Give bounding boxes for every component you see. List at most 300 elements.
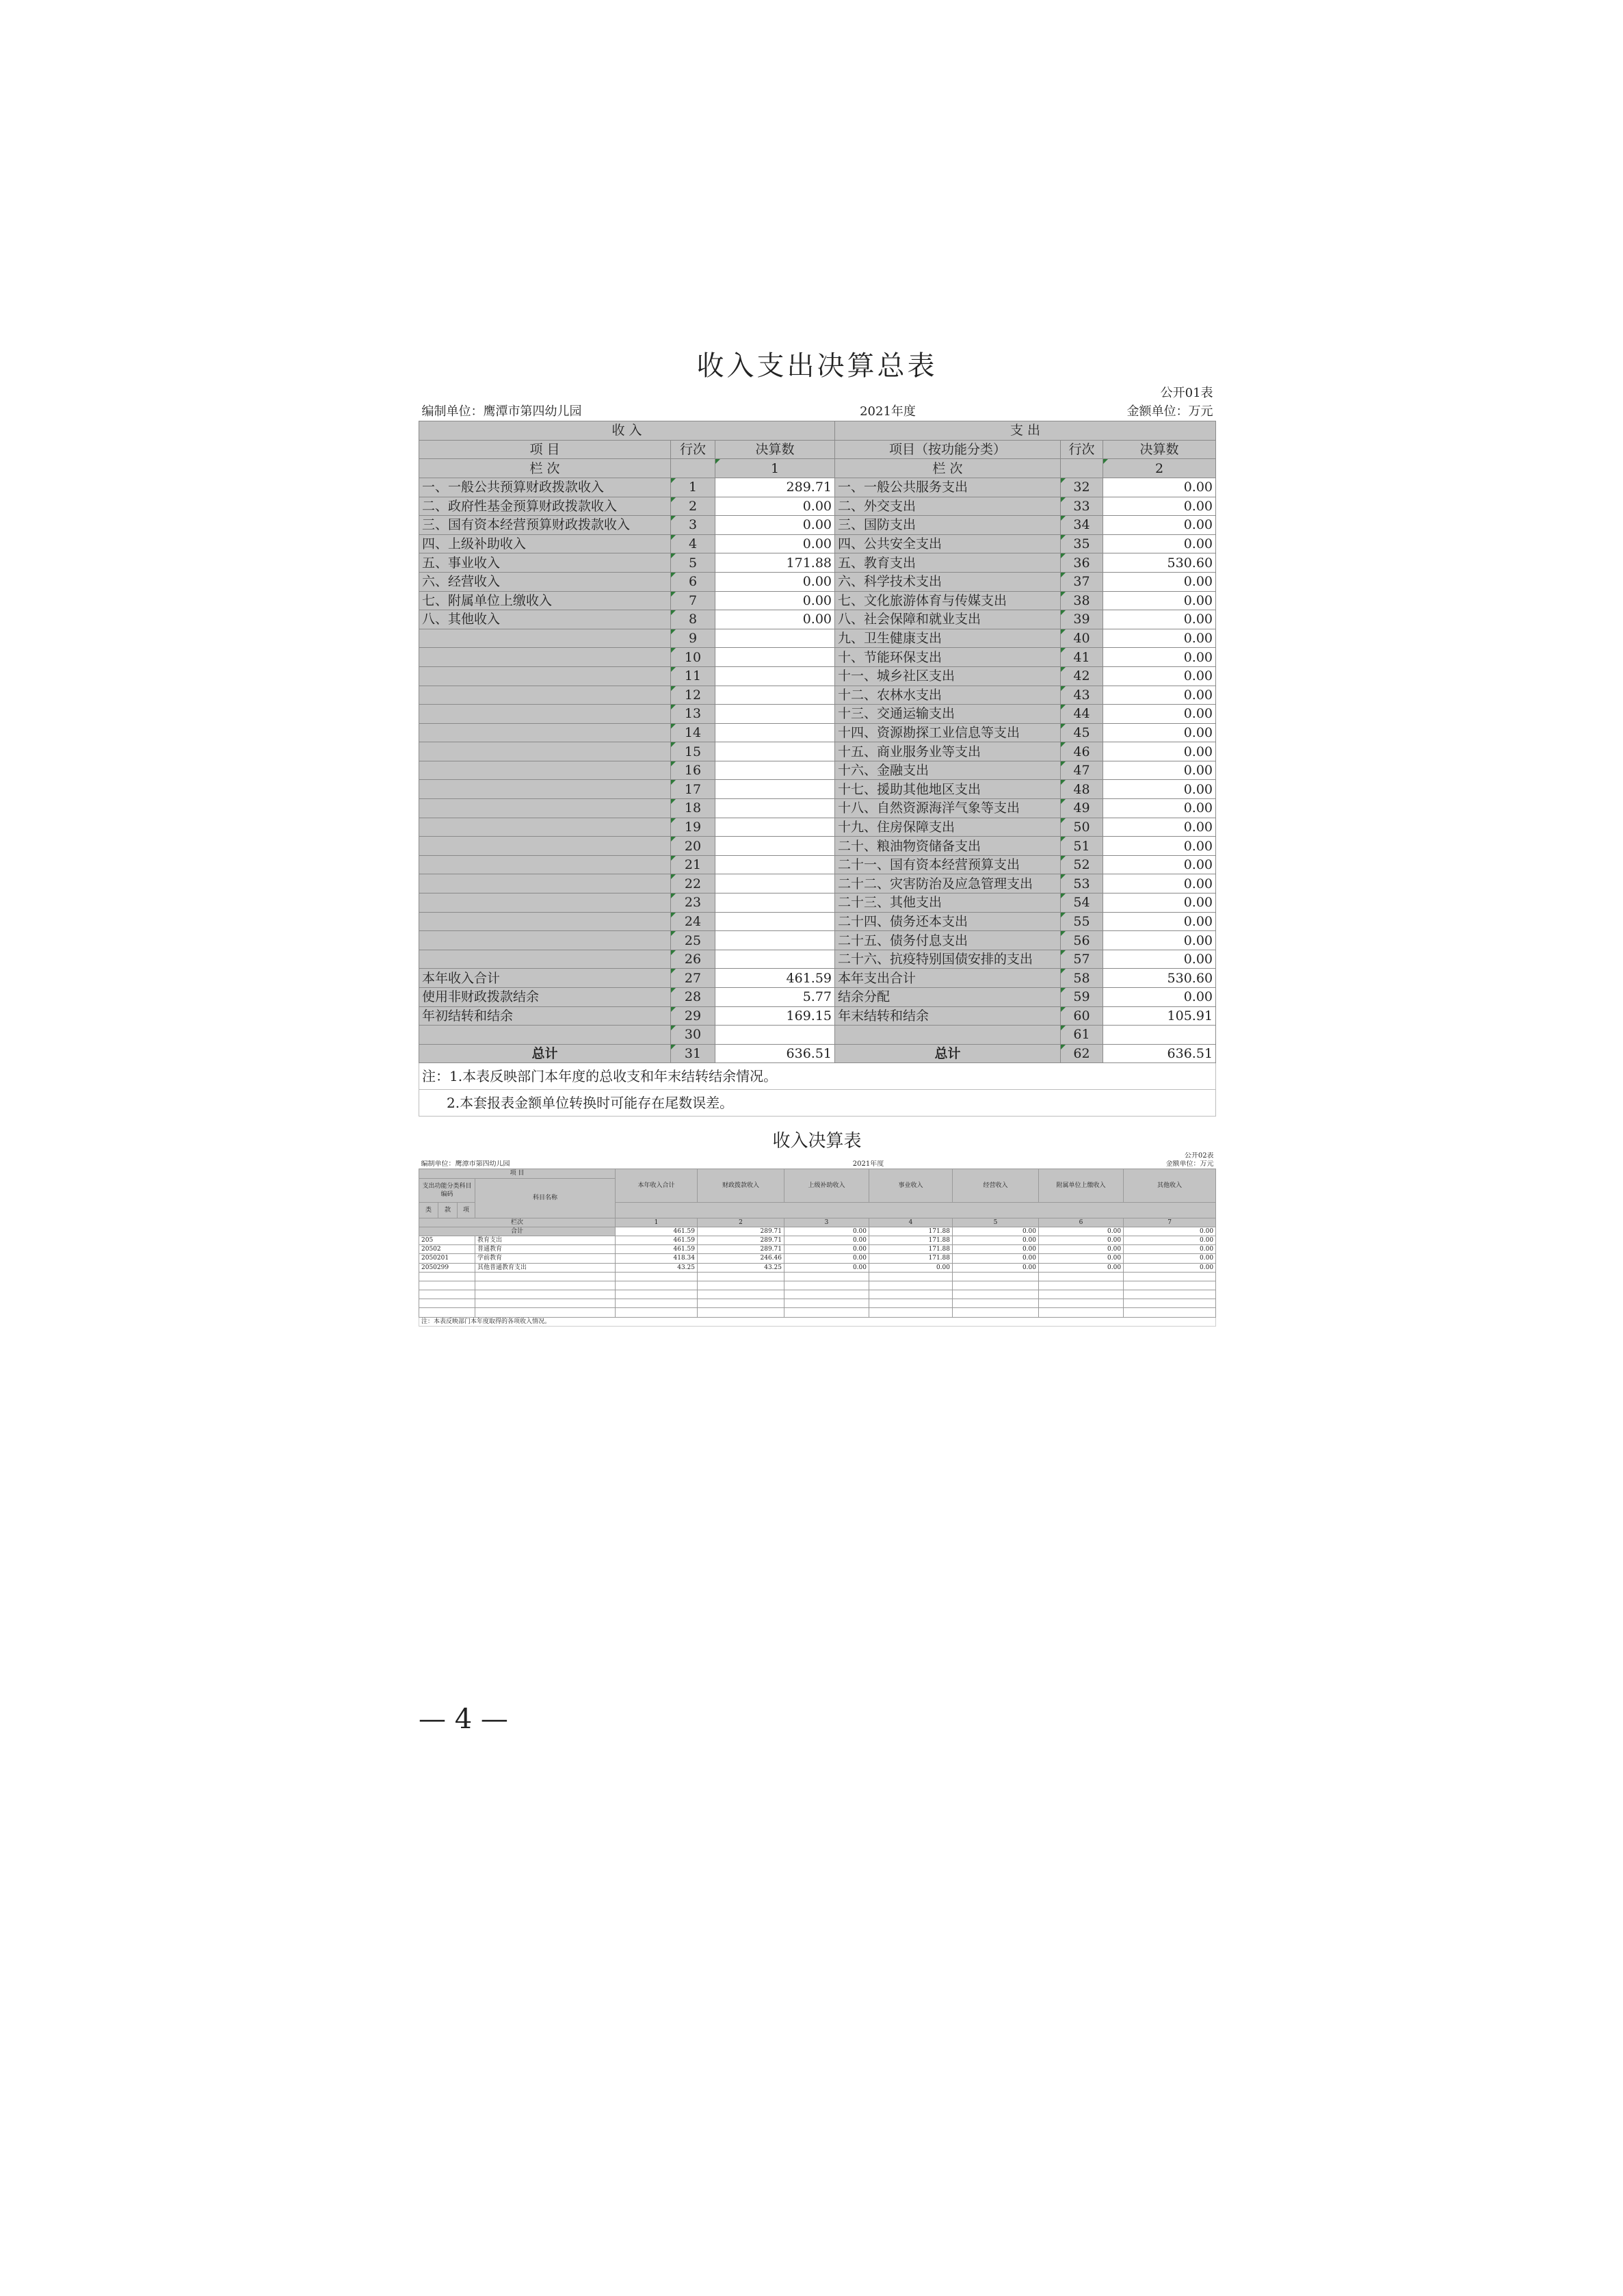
- empty-cell: [869, 1308, 953, 1317]
- expense-row-number: 59: [1061, 988, 1103, 1007]
- column-header-amount: 决算数: [715, 440, 835, 459]
- summary-table-row: [419, 666, 1216, 686]
- income-row-number: 24: [671, 912, 715, 931]
- expense-item: 十一、城乡社区支出: [835, 666, 1061, 686]
- summary-table-row: [419, 950, 1216, 969]
- income-amount: [715, 648, 835, 667]
- expense-row-number: 41: [1061, 648, 1103, 667]
- income-total-value: 0.00: [1039, 1227, 1124, 1236]
- income-value: 0.00: [953, 1245, 1039, 1254]
- summary-table-row: [419, 874, 1216, 893]
- summary-total-row: [419, 1006, 1216, 1026]
- expense-section-header: 支 出: [835, 421, 1216, 441]
- expense-row-number: 42: [1061, 666, 1103, 686]
- expense-row-number: 62: [1061, 1044, 1103, 1063]
- empty-cell: [953, 1308, 1039, 1317]
- income-item: 四、上级补助收入: [419, 534, 671, 553]
- expense-row-number: 39: [1061, 610, 1103, 629]
- expense-amount: 0.00: [1103, 666, 1216, 686]
- income-item: [419, 686, 671, 705]
- income-amount: [715, 761, 835, 780]
- expense-item: 十八、自然资源海洋气象等支出: [835, 799, 1061, 818]
- summary-table-row: [419, 855, 1216, 874]
- empty-cell: [1039, 1299, 1124, 1308]
- income-row-number: 1: [671, 478, 715, 497]
- summary-table-row: [419, 553, 1216, 573]
- income-value: 0.00: [953, 1254, 1039, 1263]
- income-item: 总计: [419, 1044, 671, 1063]
- income-expense-summary-table: [419, 384, 1216, 1117]
- income-item: 本年收入合计: [419, 969, 671, 988]
- income-subject-code: 205: [419, 1236, 475, 1244]
- income-row-number: 31: [671, 1044, 715, 1063]
- empty-cell: [1039, 1281, 1124, 1290]
- income-empty-row: [419, 1299, 1216, 1308]
- expense-row-number: 49: [1061, 799, 1103, 818]
- income-item: [419, 705, 671, 724]
- income-amount: 461.59: [715, 969, 835, 988]
- income-item: 一、一般公共预算财政拨款收入: [419, 478, 671, 497]
- income-item: [419, 648, 671, 667]
- income-row-number: 19: [671, 818, 715, 837]
- income-amount: [715, 686, 835, 705]
- income-value: 171.88: [869, 1245, 953, 1254]
- income-amount: 0.00: [715, 516, 835, 535]
- expense-row-number: 43: [1061, 686, 1103, 705]
- empty-cell: [475, 1272, 616, 1281]
- summary-table-row: [419, 761, 1216, 780]
- empty-cell: [953, 1290, 1039, 1299]
- empty-cell: [698, 1299, 784, 1308]
- column-header-row: 行次: [1061, 440, 1103, 459]
- empty-cell: [953, 1299, 1039, 1308]
- income-total-value: 461.59: [616, 1227, 698, 1236]
- income-header-col2: 财政拨款收入: [698, 1169, 784, 1202]
- expense-item: 二十五、债务付息支出: [835, 931, 1061, 950]
- income-column-index-label: 栏次: [419, 1218, 616, 1227]
- expense-item: 本年支出合计: [835, 969, 1061, 988]
- income-row-number: 22: [671, 874, 715, 893]
- income-form-number: 公开02表: [1184, 1152, 1214, 1160]
- empty-cell: [1124, 1281, 1216, 1290]
- income-row-number: 20: [671, 837, 715, 856]
- income-row-number: 18: [671, 799, 715, 818]
- income-header-item: 项 目: [419, 1169, 616, 1178]
- income-value: 0.00: [1039, 1236, 1124, 1244]
- expense-amount: 0.00: [1103, 780, 1216, 799]
- income-item: 八、其他收入: [419, 610, 671, 629]
- expense-row-number: 55: [1061, 912, 1103, 931]
- income-row-number: 13: [671, 705, 715, 724]
- income-item: [419, 837, 671, 856]
- summary-table-row: [419, 572, 1216, 591]
- income-row-number: 14: [671, 723, 715, 742]
- income-value: 289.71: [698, 1245, 784, 1254]
- income-amount: [715, 893, 835, 913]
- income-row-number: 9: [671, 629, 715, 648]
- empty-cell: [616, 1272, 698, 1281]
- expense-row-number: 45: [1061, 723, 1103, 742]
- income-header-col7: 其他收入: [1124, 1169, 1216, 1202]
- expense-item: 八、社会保障和就业支出: [835, 610, 1061, 629]
- expense-row-number: 54: [1061, 893, 1103, 913]
- income-row-number: 3: [671, 516, 715, 535]
- income-header-col5: 经营收入: [953, 1169, 1039, 1202]
- empty-cell: [784, 1308, 869, 1317]
- expense-amount: 530.60: [1103, 969, 1216, 988]
- expense-amount: 0.00: [1103, 950, 1216, 969]
- empty-cell: [953, 1281, 1039, 1290]
- table-note-1: 注：1.本表反映部门本年度的总收支和年末结转结余情况。: [419, 1063, 1216, 1090]
- expense-amount: 0.00: [1103, 591, 1216, 610]
- income-item: [419, 874, 671, 893]
- income-row-number: 25: [671, 931, 715, 950]
- summary-table-row: [419, 629, 1216, 648]
- expense-item: 十九、住房保障支出: [835, 818, 1061, 837]
- income-item: [419, 1026, 671, 1045]
- income-amount: 0.00: [715, 591, 835, 610]
- expense-item: 二十二、灾害防治及应急管理支出: [835, 874, 1061, 893]
- income-column-index: 4: [869, 1218, 953, 1227]
- income-row-number: 10: [671, 648, 715, 667]
- income-amount: [715, 912, 835, 931]
- income-row-number: 5: [671, 553, 715, 573]
- expense-item: 四、公共安全支出: [835, 534, 1061, 553]
- expense-amount: 0.00: [1103, 874, 1216, 893]
- income-column-index: 6: [1039, 1218, 1124, 1227]
- income-value: 418.34: [616, 1254, 698, 1263]
- summary-total-row: [419, 1026, 1216, 1045]
- expense-amount: 0.00: [1103, 516, 1216, 535]
- income-final-accounts-table: [419, 1152, 1216, 1327]
- income-amount: [715, 723, 835, 742]
- expense-amount: [1103, 1026, 1216, 1045]
- expense-row-number: 32: [1061, 478, 1103, 497]
- expense-amount: 530.60: [1103, 553, 1216, 573]
- income-table-row: [419, 1263, 1216, 1272]
- expense-item: 结余分配: [835, 988, 1061, 1007]
- income-item: 年初结转和结余: [419, 1006, 671, 1026]
- expense-item: 二十六、抗疫特别国债安排的支出: [835, 950, 1061, 969]
- summary-table-row: [419, 705, 1216, 724]
- expense-amount: 0.00: [1103, 648, 1216, 667]
- income-value: 0.00: [1039, 1254, 1124, 1263]
- income-row-number: 21: [671, 855, 715, 874]
- income-amount: [715, 874, 835, 893]
- expense-item: 二十三、其他支出: [835, 893, 1061, 913]
- income-empty-row: [419, 1272, 1216, 1281]
- income-value: 289.71: [698, 1236, 784, 1244]
- expense-item: 十七、援助其他地区支出: [835, 780, 1061, 799]
- empty-cell: [419, 1272, 475, 1281]
- income-amount: 0.00: [715, 610, 835, 629]
- expense-row-number: 53: [1061, 874, 1103, 893]
- expense-row-number: 34: [1061, 516, 1103, 535]
- income-item: [419, 950, 671, 969]
- income-row-number: 29: [671, 1006, 715, 1026]
- income-column-index: 3: [784, 1218, 869, 1227]
- expense-amount: 0.00: [1103, 893, 1216, 913]
- income-header-col4: 事业收入: [869, 1169, 953, 1202]
- expense-row-number: 50: [1061, 818, 1103, 837]
- income-subject-name: 学前教育: [475, 1254, 616, 1263]
- column-header-amount: 决算数: [1103, 440, 1216, 459]
- empty-cell: [869, 1299, 953, 1308]
- empty-cell: [1124, 1272, 1216, 1281]
- income-value: 0.00: [1039, 1245, 1124, 1254]
- expense-amount: 105.91: [1103, 1006, 1216, 1026]
- grand-total-row: [419, 1044, 1216, 1063]
- empty-cell: [1039, 1308, 1124, 1317]
- empty-cell: [1124, 1308, 1216, 1317]
- expense-row-number: 52: [1061, 855, 1103, 874]
- expense-row-number: 58: [1061, 969, 1103, 988]
- expense-item: 七、文化旅游体育与传媒支出: [835, 591, 1061, 610]
- income-item: [419, 629, 671, 648]
- expense-amount: 0.00: [1103, 686, 1216, 705]
- income-value: 0.00: [1124, 1236, 1216, 1244]
- empty-cell: [616, 1281, 698, 1290]
- income-row-number: 12: [671, 686, 715, 705]
- income-item: 六、经营收入: [419, 572, 671, 591]
- income-value: 171.88: [869, 1254, 953, 1263]
- income-empty-row: [419, 1308, 1216, 1317]
- expense-row-number: 48: [1061, 780, 1103, 799]
- page-number: — 4 —: [419, 1704, 508, 1735]
- expense-amount: 636.51: [1103, 1044, 1216, 1063]
- income-amount-unit: 金额单位：万元: [1165, 1160, 1214, 1169]
- summary-table-row: [419, 610, 1216, 629]
- income-row-number: 16: [671, 761, 715, 780]
- summary-table-row: [419, 780, 1216, 799]
- expense-item: 二十四、债务还本支出: [835, 912, 1061, 931]
- income-item: [419, 912, 671, 931]
- empty-cell: [869, 1281, 953, 1290]
- income-amount: 0.00: [715, 497, 835, 516]
- empty-cell: [475, 1299, 616, 1308]
- empty-cell: [698, 1281, 784, 1290]
- expense-amount: 0.00: [1103, 837, 1216, 856]
- expense-row-number: 51: [1061, 837, 1103, 856]
- income-value: 43.25: [698, 1263, 784, 1272]
- income-item: [419, 818, 671, 837]
- income-row-number: 17: [671, 780, 715, 799]
- income-header-col1: 本年收入合计: [616, 1169, 698, 1202]
- income-item: 使用非财政拨款结余: [419, 988, 671, 1007]
- expense-item: 五、教育支出: [835, 553, 1061, 573]
- summary-table-row: [419, 912, 1216, 931]
- income-value: 246.46: [698, 1254, 784, 1263]
- expense-amount: 0.00: [1103, 610, 1216, 629]
- income-row-number: 23: [671, 893, 715, 913]
- income-row-number: 30: [671, 1026, 715, 1045]
- income-table-note: 注：本表反映部门本年度取得的各项收入情况。: [419, 1317, 1216, 1326]
- income-amount: [715, 855, 835, 874]
- summary-table-row: [419, 799, 1216, 818]
- income-row-number: 2: [671, 497, 715, 516]
- income-subject-code: 2050299: [419, 1263, 475, 1272]
- empty-cell: [475, 1308, 616, 1317]
- income-value: 0.00: [1124, 1263, 1216, 1272]
- expense-row-number: 47: [1061, 761, 1103, 780]
- expense-amount: 0.00: [1103, 799, 1216, 818]
- expense-row-number: 38: [1061, 591, 1103, 610]
- income-item: [419, 723, 671, 742]
- income-subject-code: 2050201: [419, 1254, 475, 1263]
- income-value: 0.00: [1124, 1254, 1216, 1263]
- income-amount: [715, 799, 835, 818]
- income-column-index: 1: [616, 1218, 698, 1227]
- income-value: 461.59: [616, 1236, 698, 1244]
- empty-cell: [869, 1272, 953, 1281]
- empty-cell: [784, 1272, 869, 1281]
- income-column-index: 7: [1124, 1218, 1216, 1227]
- income-table-row: [419, 1245, 1216, 1254]
- expense-item: 二、外交支出: [835, 497, 1061, 516]
- income-subject-name: 教育支出: [475, 1236, 616, 1244]
- expense-item: [835, 1026, 1061, 1045]
- summary-table-row: [419, 497, 1216, 516]
- expense-row-number: 36: [1061, 553, 1103, 573]
- income-header-kuan: 款: [438, 1202, 458, 1218]
- income-amount: 289.71: [715, 478, 835, 497]
- expense-amount: 0.00: [1103, 723, 1216, 742]
- income-header-name: 科目名称: [475, 1178, 616, 1218]
- income-total-value: 171.88: [869, 1227, 953, 1236]
- empty-cell: [1039, 1290, 1124, 1299]
- expense-item: 总计: [835, 1044, 1061, 1063]
- income-amount: [715, 780, 835, 799]
- column-header-expense-item: 项目（按功能分类）: [835, 440, 1061, 459]
- expense-amount: 0.00: [1103, 742, 1216, 761]
- summary-table-row: [419, 837, 1216, 856]
- expense-item: 十五、商业服务业等支出: [835, 742, 1061, 761]
- expense-amount: 0.00: [1103, 572, 1216, 591]
- income-column-index: 5: [953, 1218, 1039, 1227]
- income-amount: 169.15: [715, 1006, 835, 1026]
- income-table-row: [419, 1254, 1216, 1263]
- income-amount: [715, 950, 835, 969]
- expense-amount: 0.00: [1103, 478, 1216, 497]
- income-row-number: 6: [671, 572, 715, 591]
- empty-cell: [475, 1290, 616, 1299]
- expense-amount: 0.00: [1103, 931, 1216, 950]
- expense-amount: 0.00: [1103, 761, 1216, 780]
- empty-cell: [784, 1290, 869, 1299]
- income-amount: [715, 629, 835, 648]
- expense-row-number: 60: [1061, 1006, 1103, 1026]
- income-table-row: [419, 1236, 1216, 1244]
- summary-table-row: [419, 686, 1216, 705]
- empty-cell: [953, 1272, 1039, 1281]
- empty-cell: [419, 1281, 475, 1290]
- main-table-title: 收入支出决算总表: [696, 350, 938, 382]
- empty-cell: [698, 1272, 784, 1281]
- income-item: [419, 893, 671, 913]
- empty-cell: [1124, 1290, 1216, 1299]
- income-empty-row: [419, 1281, 1216, 1290]
- income-amount: [715, 931, 835, 950]
- summary-table-row: [419, 534, 1216, 553]
- income-subject-code: 20502: [419, 1245, 475, 1254]
- income-total-label: 合计: [419, 1227, 616, 1236]
- income-total-value: 289.71: [698, 1227, 784, 1236]
- income-empty-row: [419, 1290, 1216, 1299]
- income-amount: [715, 705, 835, 724]
- expense-amount: 0.00: [1103, 988, 1216, 1007]
- form-number: 公开01表: [1160, 386, 1213, 401]
- expense-item: 一、一般公共服务支出: [835, 478, 1061, 497]
- empty-cell: [698, 1290, 784, 1299]
- income-value: 0.00: [784, 1254, 869, 1263]
- income-item: 二、政府性基金预算财政拨款收入: [419, 497, 671, 516]
- column-index-2: 2: [1103, 459, 1216, 478]
- income-amount: [715, 742, 835, 761]
- expense-row-number: 61: [1061, 1026, 1103, 1045]
- expense-item: 二十一、国有资本经营预算支出: [835, 855, 1061, 874]
- income-amount: 5.77: [715, 988, 835, 1007]
- income-compiling-unit: 编制单位：鹰潭市第四幼儿园: [421, 1160, 510, 1169]
- income-total-value: 0.00: [953, 1227, 1039, 1236]
- expense-item: 六、科学技术支出: [835, 572, 1061, 591]
- fiscal-year: 2021年度: [860, 404, 916, 419]
- empty-cell: [784, 1281, 869, 1290]
- income-row-number: 4: [671, 534, 715, 553]
- income-amount: 171.88: [715, 553, 835, 573]
- summary-table-row: [419, 931, 1216, 950]
- income-item: 七、附属单位上缴收入: [419, 591, 671, 610]
- column-header-row: 行次: [671, 440, 715, 459]
- expense-amount: 0.00: [1103, 912, 1216, 931]
- summary-table-row: [419, 516, 1216, 535]
- income-row-number: 8: [671, 610, 715, 629]
- income-item: 三、国有资本经营预算财政拨款收入: [419, 516, 671, 535]
- income-item: [419, 931, 671, 950]
- income-value: 0.00: [869, 1263, 953, 1272]
- income-item: [419, 666, 671, 686]
- expense-item: 二十、粮油物资储备支出: [835, 837, 1061, 856]
- income-total-value: 0.00: [1124, 1227, 1216, 1236]
- income-amount: [715, 1026, 835, 1045]
- summary-table-row: [419, 591, 1216, 610]
- income-subject-name: 其他普通教育支出: [475, 1263, 616, 1272]
- column-index-label: 栏 次: [835, 459, 1061, 478]
- empty-cell: [869, 1290, 953, 1299]
- empty-cell: [616, 1308, 698, 1317]
- income-amount: 0.00: [715, 572, 835, 591]
- income-item: [419, 780, 671, 799]
- income-header-col3: 上级补助收入: [784, 1169, 869, 1202]
- income-total-value: 0.00: [784, 1227, 869, 1236]
- income-row-number: 11: [671, 666, 715, 686]
- expense-amount: 0.00: [1103, 629, 1216, 648]
- expense-item: 九、卫生健康支出: [835, 629, 1061, 648]
- column-header-item: 项 目: [419, 440, 671, 459]
- income-header-lei: 类: [419, 1202, 438, 1218]
- summary-table-row: [419, 893, 1216, 913]
- income-amount: [715, 818, 835, 837]
- column-index-label: 栏 次: [419, 459, 671, 478]
- empty-cell: [475, 1281, 616, 1290]
- income-value: 461.59: [616, 1245, 698, 1254]
- expense-item: 三、国防支出: [835, 516, 1061, 535]
- expense-amount: 0.00: [1103, 818, 1216, 837]
- summary-table-row: [419, 818, 1216, 837]
- empty-cell: [1039, 1272, 1124, 1281]
- income-subject-name: 普通教育: [475, 1245, 616, 1254]
- income-value: 0.00: [784, 1263, 869, 1272]
- summary-total-row: [419, 988, 1216, 1007]
